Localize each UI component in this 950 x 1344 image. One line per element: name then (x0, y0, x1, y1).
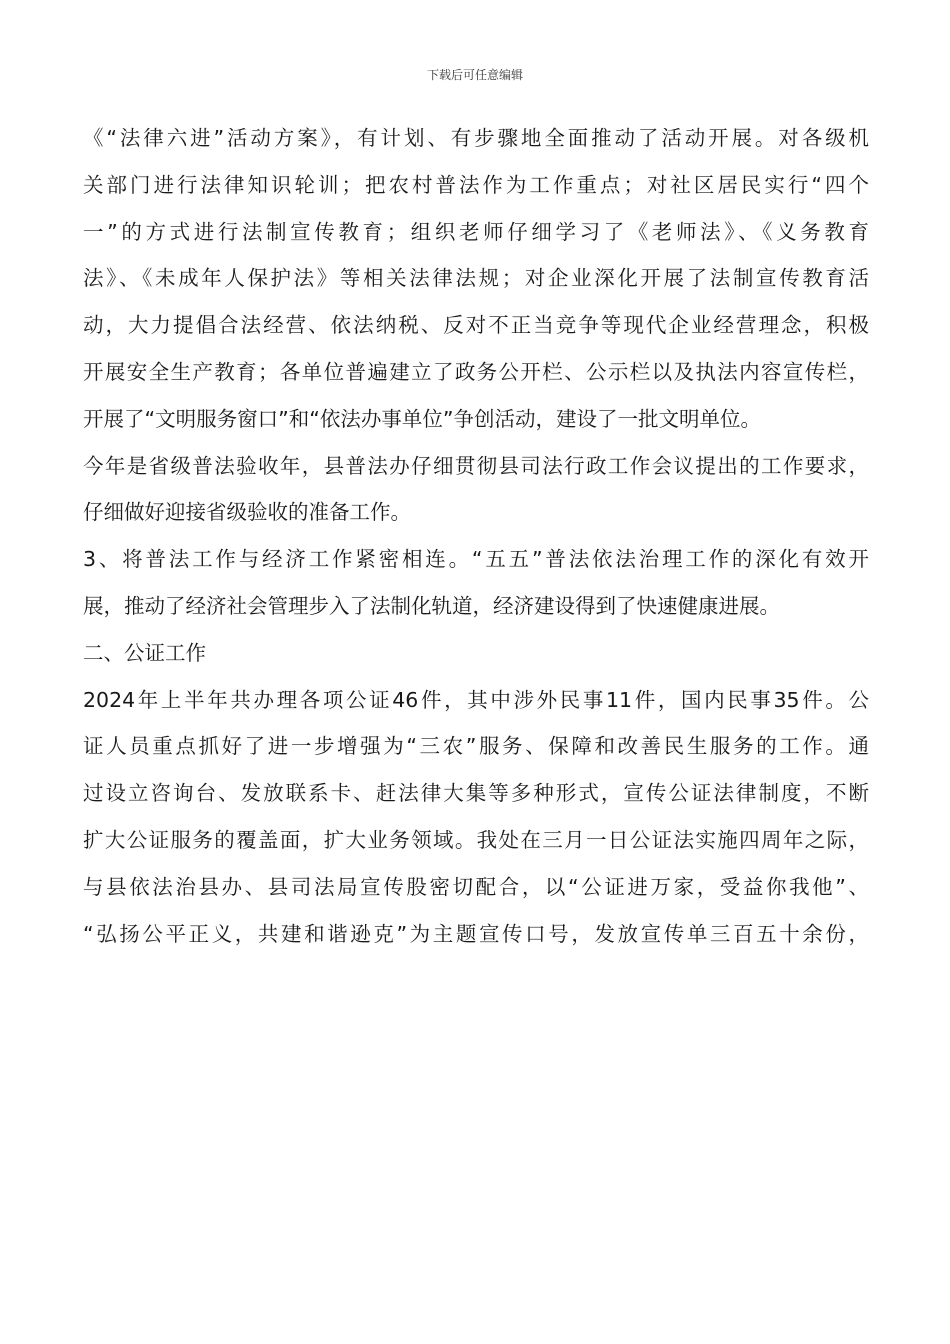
text-line: 仔细做好迎接省级验收的准备工作。 (83, 500, 411, 525)
text-line: 《“法律六进”活动方案》，有计划、有步骤地全面推动了活动开展。对各级机 (83, 126, 869, 150)
text-line: 与县依法治县办、县司法局宣传股密切配合，以“公证进万家，受益你我他”、 (83, 874, 869, 899)
text-line: 关部门进行法律知识轮训；把农村普法作为工作重点；对社区居民实行“四个 (83, 172, 869, 197)
text-line: 扩大公证服务的覆盖面，扩大业务领域。我处在三月一日公证法实施四周年之际， (83, 827, 869, 852)
text-line: 过设立咨询台、发放联系卡、赶法律大集等多种形式，宣传公证法律制度，不断 (83, 781, 869, 806)
text-line: 2024年上半年共办理各项公证46件，其中涉外民事11件，国内民事35件。公 (83, 687, 869, 712)
text-line: 开展了“文明服务窗口”和“依法办事单位”争创活动，建设了一批文明单位。 (83, 406, 761, 431)
page-header: 下载后可任意编辑 (426, 68, 523, 82)
text-line: 今年是省级普法验收年，县普法办仔细贯彻县司法行政工作会议提出的工作要求， (83, 453, 869, 478)
text-line: 动，大力提倡合法经营、依法纳税、反对不正当竞争等现代企业经营理念，积极 (83, 313, 869, 338)
text-line: 开展安全生产教育；各单位普遍建立了政务公开栏、公示栏以及执法内容宣传栏， (83, 359, 869, 384)
text-line: 展，推动了经济社会管理步入了法制化轨道，经济建设得到了快速健康进展。 (83, 593, 780, 618)
document-body (83, 115, 869, 957)
text-line: 3、将普法工作与经济工作紧密相连。“五五”普法依法治理工作的深化有效开 (83, 547, 869, 572)
text-line: 一”的方式进行法制宣传教育；组织老师仔细学习了《老师法》、《义务教育 (83, 219, 869, 244)
text-line: 证人员重点抓好了进一步增强为“三农”服务、保障和改善民生服务的工作。通 (83, 734, 869, 759)
text-line: “弘扬公平正义，共建和谐逊克”为主题宣传口号，发放宣传单三百五十余份， (83, 921, 869, 946)
section-heading: 二、公证工作 (83, 640, 206, 665)
text-line: 法》、《未成年人保护法》等相关法律法规；对企业深化开展了法制宣传教育活 (83, 266, 869, 291)
